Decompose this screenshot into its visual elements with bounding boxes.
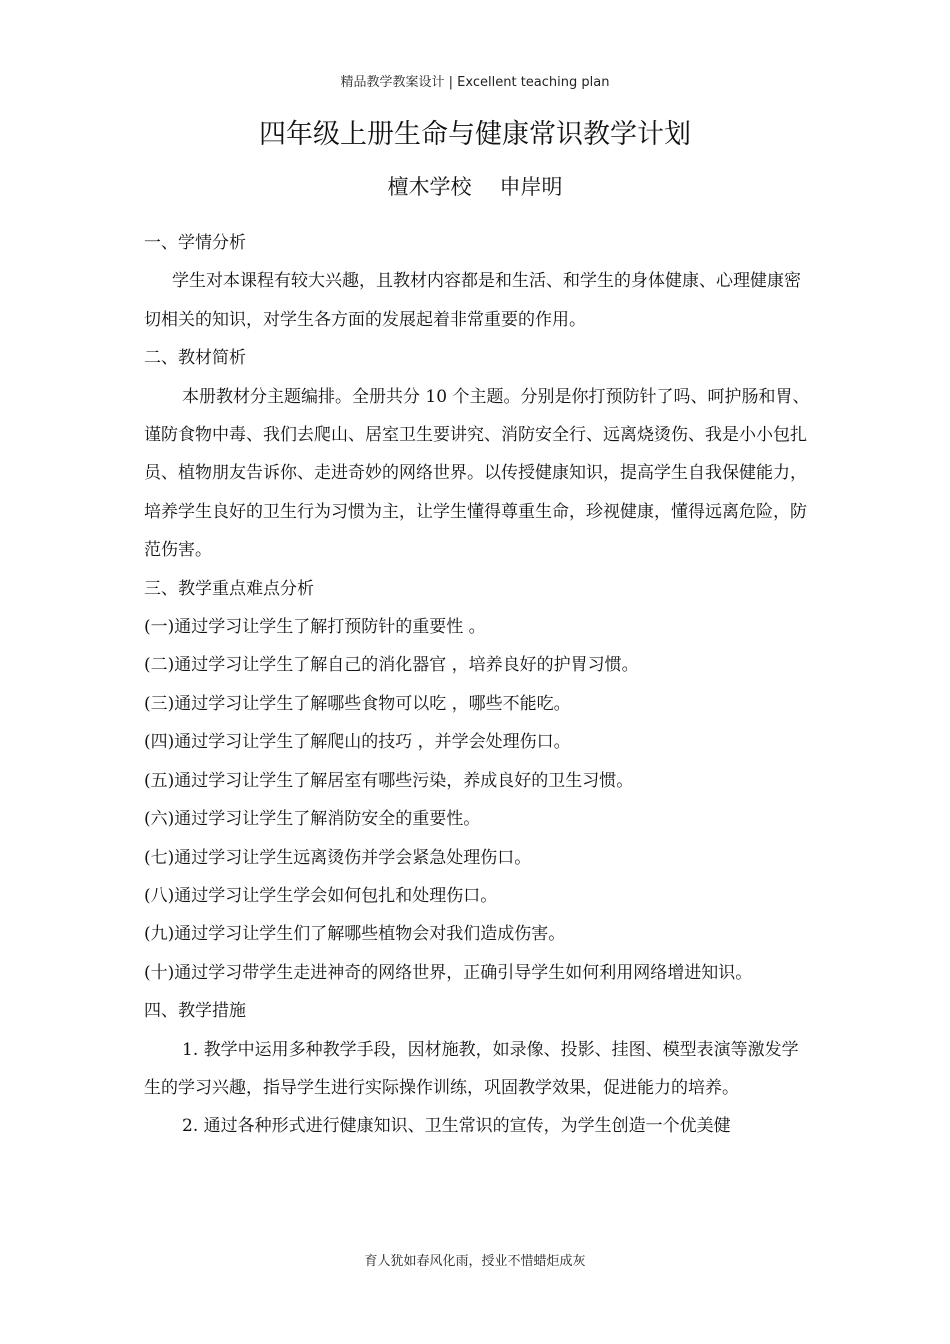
- author-line: [0, 171, 950, 201]
- list-item: (一)通过学习让学生了解打预防针的重要性 。: [144, 617, 486, 638]
- section-heading-4: 四、教学措施: [144, 1001, 246, 1022]
- measure-paragraph-1: 1. 教学中运用多种教学手段，因材施教，如录像、投影、挂图、模型表演等激发学生的学习兴趣，指导学生进行实际操作训练，巩固教学效果，促进能力的培养。: [144, 1039, 799, 1098]
- section-2-paragraph: 本册教材分主题编排。全册共分 10 个主题。分别是你打预防针了吗、呵护肠和胃、谨防食物中毒、我们去爬山、居室卫生要讲究、消防安全行、远离烧烫伤、我是小小包扎员、植物朋友告诉你、走进奇妙的网络世界。以传授健康知识，提高学生自我保健能力，培养学生良好的卫生行为习惯为主，让学生懂得尊重生命，珍视健康，懂得远离危险，防范伤害。: [144, 386, 810, 561]
- school-name: 檀木学校: [387, 175, 472, 199]
- page-header: 精品教学教案设计 | Excellent teaching plan: [340, 75, 610, 90]
- document-body: [144, 224, 814, 1146]
- section-1-paragraph: 学生对本课程有较大兴趣，且教材内容都是和生活、和学生的身体健康、心理健康密切相关的知识，对学生各方面的发展起着非常重要的作用。: [144, 271, 801, 330]
- list-item: (六)通过学习让学生了解消防安全的重要性。: [144, 809, 481, 830]
- author-name: 申岸明: [499, 175, 563, 199]
- list-item: (九)通过学习让学生们了解哪些植物会对我们造成伤害。: [144, 924, 566, 945]
- measure-paragraph-2: 2. 通过各种形式进行健康知识、卫生常识的宣传，为学生创造一个优美健: [182, 1116, 731, 1137]
- page-title: 四年级上册生命与健康常识教学计划: [259, 119, 691, 150]
- list-item: (八)通过学习让学生学会如何包扎和处理伤口。: [144, 885, 498, 906]
- list-item: (四)通过学习让学生了解爬山的技巧 ，并学会处理伤口。: [144, 732, 571, 753]
- list-item: (十)通过学习带学生走进神奇的网络世界，正确引导学生如何利用网络增进知识。: [144, 962, 753, 983]
- section-heading-2: 二、教材简析: [144, 348, 246, 369]
- section-heading-3: 三、教学重点难点分析: [144, 578, 314, 599]
- list-item: (二)通过学习让学生了解自己的消化器官 ，培养良好的护胃习惯。: [144, 655, 639, 676]
- list-item: (五)通过学习让学生了解居室有哪些污染，养成良好的卫生习惯。: [144, 770, 634, 791]
- list-item: (七)通过学习让学生远离烫伤并学会紧急处理伤口。: [144, 847, 532, 868]
- page-footer: 育人犹如春风化雨，授业不惜蜡炬成灰: [364, 1254, 586, 1269]
- section-heading-1: 一、学情分析: [144, 233, 246, 253]
- list-item: (三)通过学习让学生了解哪些食物可以吃 ，哪些不能吃。: [144, 693, 571, 714]
